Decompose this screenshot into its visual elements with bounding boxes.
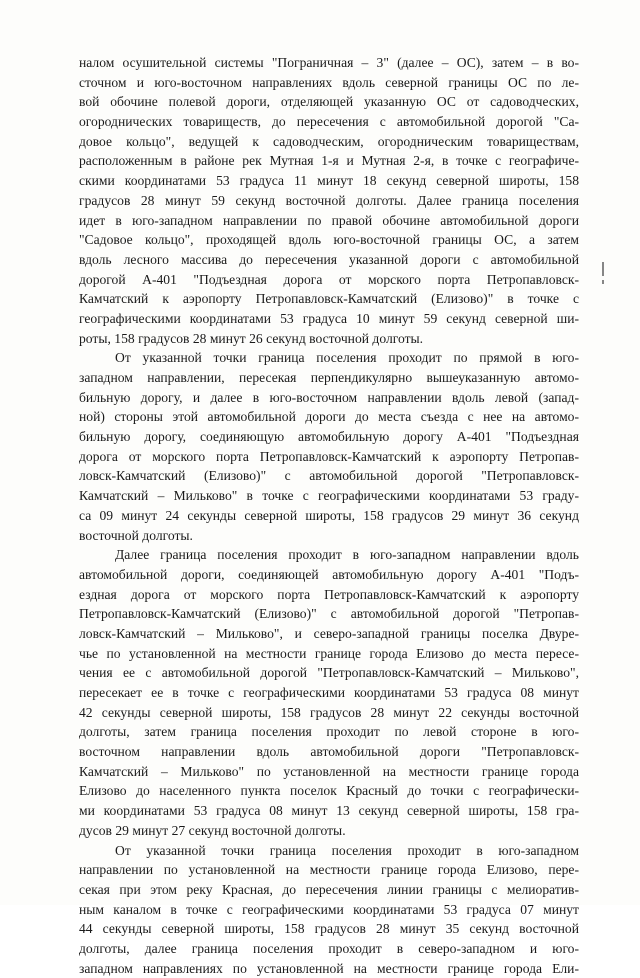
- text-line: ной) стороны этой автомобильной дороги до места съезда с нее на автомо-: [79, 409, 579, 425]
- text-line: Камчатский – Мильково" по установленной на местности границе города: [79, 763, 579, 779]
- text-line: вой обочине полевой дороги, отделяющей указанную ОС от садоводческих,: [79, 94, 579, 110]
- text-line: дорогой А-401 "Подъездная дорога от морского порта Петропавловск-: [79, 271, 579, 287]
- text-line: огороднических товариществ, до пересечения с автомобильной дорогой "Са-: [79, 114, 579, 130]
- text-line: роты, 158 градусов 28 минут 26 секунд восточной долготы.: [79, 330, 424, 346]
- text-line: Петропавловск-Камчатский (Елизово)" с автомобильной дорогой "Петропав-: [79, 606, 579, 622]
- text-line: 44 секунды северной широты, 158 градусов 28 минут 35 секунд восточной: [79, 921, 579, 937]
- text-line: секая при этом реку Красная, до пересечения линии границы с мелиоратив-: [79, 881, 579, 897]
- text-line: От указанной точки граница поселения проходит по прямой в юго-: [115, 350, 579, 366]
- text-line: восточной долготы.: [79, 527, 193, 543]
- text-line: долготы, затем граница поселения проходит по левой стороне в юго-: [79, 724, 579, 740]
- text-line: 42 секунды северной широты, 158 градусов 28 минут 22 секунды восточной: [79, 704, 579, 720]
- text-line: западном направлениях по установленной на местности границе города Ели-: [79, 960, 579, 976]
- text-line: дусов 29 минут 27 секунд восточной долготы.: [79, 822, 346, 838]
- text-line: скими координатами 53 градуса 11 минут 18 секунд северной широты, 158: [79, 173, 579, 189]
- text-line: Далее граница поселения проходит в юго-западном направлении вдоль: [115, 547, 579, 563]
- text-line: Камчатский к аэропорту Петропавловск-Камчатский (Елизово)" в точке с: [79, 291, 579, 307]
- text-line: Елизово до населенного пункта поселок Красный до точки с географически-: [79, 783, 579, 799]
- text-line: западном направлении, пересекая перпендикулярно вышеуказанную автомо-: [79, 370, 579, 385]
- margin-scan-mark: [602, 262, 604, 276]
- text-line: дорога от морского порта Петропавловск-Камчатский к аэропорту Петропав-: [79, 448, 579, 464]
- text-line: ловск-Камчатский (Елизово)" с автомобильной дорогой "Петропавловск-: [79, 468, 579, 484]
- text-line: ми координатами 53 градуса 08 минут 13 секунд северной широты, 158 гра-: [79, 803, 579, 819]
- text-line: вдоль лесного массива до пересечения указанной дороги с автомобильной: [79, 251, 579, 267]
- text-line: автомобильной дороги, соединяющей автомобильную дорогу А-401 "Подъ-: [79, 566, 579, 582]
- text-line: довое кольцо", ведущей к садоводческим, огородническим товариществам,: [79, 133, 579, 149]
- text-line: расположенным в районе рек Мутная 1-я и Мутная 2-я, в точке с географиче-: [79, 153, 579, 169]
- text-line: ным каналом в точке с географическими координатами 53 градуса 07 минут: [79, 901, 579, 917]
- text-line: са 09 минут 24 секунды северной широты, 158 градусов 29 минут 36 секунд: [79, 507, 579, 523]
- text-line: направлении по установленной на местности границе города Елизово, пере-: [79, 862, 579, 878]
- text-line: "Садовое кольцо", проходящей вдоль юго-восточной границы ОС, а затем: [79, 232, 579, 248]
- text-line: пересекает ее в точке с географическими координатами 53 градуса 08 минут: [79, 685, 579, 700]
- text-line: чения ее с автомобильной дорогой "Петропавловск-Камчатский – Мильково",: [79, 665, 579, 681]
- text-line: Камчатский – Мильково" в точке с географическими координатами 53 граду-: [79, 488, 579, 504]
- text-line: чье по установленной на местности границе города Елизово до места пересе-: [79, 645, 579, 661]
- text-line: ездная дорога от морского порта Петропавловск-Камчатский к аэропорту: [79, 586, 579, 602]
- text-line: идет в юго-западном направлении по правой обочине автомобильной дороги: [79, 212, 579, 228]
- text-line: градусов 28 минут 59 секунд восточной долготы. Далее граница поселения: [79, 192, 579, 208]
- text-line: бильную дорогу, соединяющую автомобильную дорогу А-401 "Подъездная: [79, 429, 579, 445]
- text-line: бильную дорогу, и далее в юго-восточном направлении вдоль левой (запад-: [79, 389, 579, 405]
- text-line: ловск-Камчатский – Мильково", и северо-западной границы поселка Двуре-: [79, 625, 579, 641]
- document-body-text: [79, 53, 579, 978]
- text-line: сточном и юго-восточном направлениях вдоль северной границы ОС по ле-: [79, 74, 579, 90]
- text-line: географическими координатами 53 градуса 10 минут 59 секунд северной ши-: [79, 310, 579, 326]
- text-line: долготы, далее граница поселения проходит в северо-западном и юго-: [79, 940, 579, 956]
- text-line: восточном направлении вдоль автомобильной дороги "Петропавловск-: [79, 744, 579, 760]
- text-line: налом осушительной системы "Пограничная – 3" (далее – ОС), затем – в во-: [79, 55, 579, 70]
- text-line: От указанной точки граница поселения проходит в юго-западном: [115, 842, 579, 858]
